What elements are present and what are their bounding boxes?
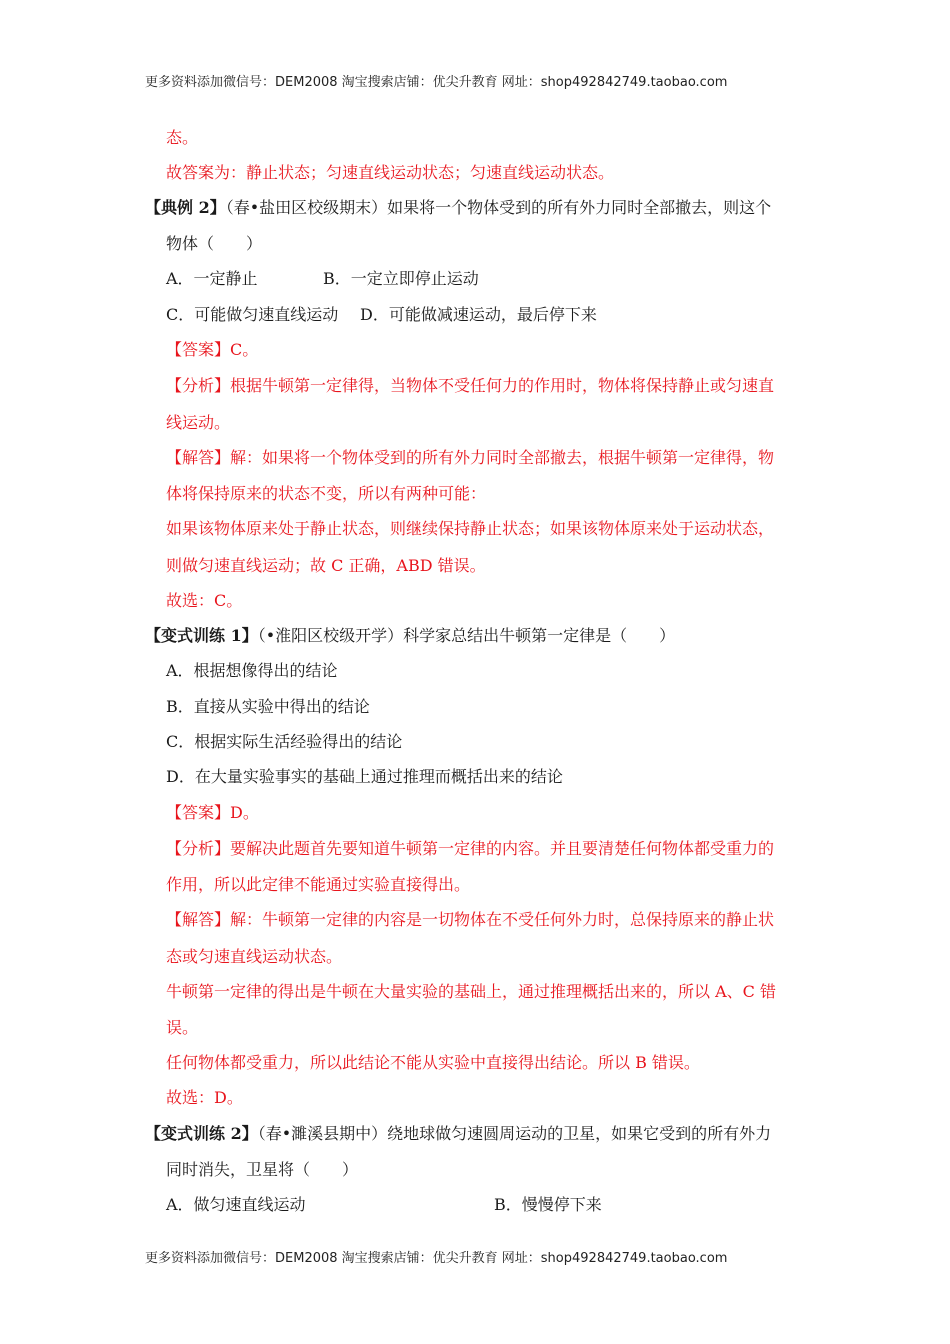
variant-1-solution-2: 态或匀速直线运动状态。 — [166, 947, 343, 966]
example-2-analysis-cont: 线运动。 — [166, 413, 231, 432]
example-2-choice: 故选：C。 — [166, 591, 243, 610]
variant-1-analysis: 【分析】要解决此题首先要知道牛顿第一定律的内容。并且要清楚任何物体都受重力的 — [166, 839, 775, 858]
page-footer: 更多资料添加微信号：DEM2008 淘宝搜索店铺：优尖升教育 网址：shop492842749.taobao.com — [145, 1251, 728, 1266]
variant-2-question — [145, 1124, 771, 1144]
example-2-tag: 【典例 2】 — [145, 198, 226, 217]
variant-2-question-text: （春•濉溪县期中）绕地球做匀速圆周运动的卫星，如果它受到的所有外力 — [257, 1124, 772, 1143]
example-2-solution-3: 如果该物体原来处于静止状态，则继续保持静止状态；如果该物体原来处于运动状态， — [166, 519, 775, 538]
variant-1-option-d: D．在大量实验事实的基础上通过推理而概括出来的结论 — [166, 767, 563, 786]
variant-1-analysis-cont: 作用，所以此定律不能通过实验直接得出。 — [166, 875, 471, 894]
example-2-solution-4: 则做匀速直线运动；故 C 正确，ABD 错误。 — [166, 556, 486, 575]
variant-2-option-a: A．做匀速直线运动 — [166, 1195, 306, 1214]
example-2-option-d: D．可能做减速运动，最后停下来 — [360, 305, 597, 324]
variant-1-solution-3: 牛顿第一定律的得出是牛顿在大量实验的基础上，通过推理概括出来的，所以 A、C 错 — [166, 982, 776, 1001]
variant-1-question-text: （•淮阳区校级开学）科学家总结出牛顿第一定律是（ ） — [257, 626, 676, 645]
example-2-answer: 【答案】C。 — [166, 340, 259, 359]
variant-1-solution-4: 误。 — [166, 1018, 199, 1037]
variant-1-option-c: C．根据实际生活经验得出的结论 — [166, 732, 403, 751]
variant-1-choice: 故选：D。 — [166, 1088, 243, 1107]
variant-1-tag: 【变式训练 1】 — [145, 626, 258, 645]
previous-answer-line: 故答案为：静止状态；匀速直线运动状态；匀速直线运动状态。 — [166, 163, 615, 182]
variant-2-tag: 【变式训练 2】 — [145, 1124, 258, 1143]
example-2-solution-2: 体将保持原来的状态不变，所以有两种可能： — [166, 484, 487, 503]
example-2-option-c: C．可能做匀速直线运动 — [166, 305, 339, 324]
variant-1-option-b: B．直接从实验中得出的结论 — [166, 697, 370, 716]
example-2-option-b: B．一定立即停止运动 — [323, 269, 479, 288]
page-header: 更多资料添加微信号：DEM2008 淘宝搜索店铺：优尖升教育 网址：shop492842749.taobao.com — [145, 75, 728, 90]
variant-1-solution: 【解答】解：牛顿第一定律的内容是一切物体在不受任何外力时，总保持原来的静止状 — [166, 910, 775, 929]
continuation-line: 态。 — [166, 128, 199, 147]
example-2-solution: 【解答】解：如果将一个物体受到的所有外力同时全部撤去，根据牛顿第一定律得，物 — [166, 448, 775, 467]
variant-1-option-a: A．根据想像得出的结论 — [166, 661, 338, 680]
example-2-analysis: 【分析】根据牛顿第一定律得，当物体不受任何力的作用时，物体将保持静止或匀速直 — [166, 376, 775, 395]
example-2-question — [145, 198, 771, 218]
example-2-question-text: （春•盐田区校级期末）如果将一个物体受到的所有外力同时全部撤去，则这个 — [225, 198, 772, 217]
variant-2-question-cont: 同时消失，卫星将（ ） — [166, 1160, 359, 1179]
example-2-option-a: A．一定静止 — [166, 269, 258, 288]
variant-1-answer: 【答案】D。 — [166, 803, 259, 822]
variant-2-option-b: B．慢慢停下来 — [494, 1195, 602, 1214]
example-2-question-cont: 物体（ ） — [166, 234, 263, 253]
variant-1-question — [145, 626, 675, 646]
variant-1-solution-5: 任何物体都受重力，所以此结论不能从实验中直接得出结论。所以 B 错误。 — [166, 1053, 700, 1072]
